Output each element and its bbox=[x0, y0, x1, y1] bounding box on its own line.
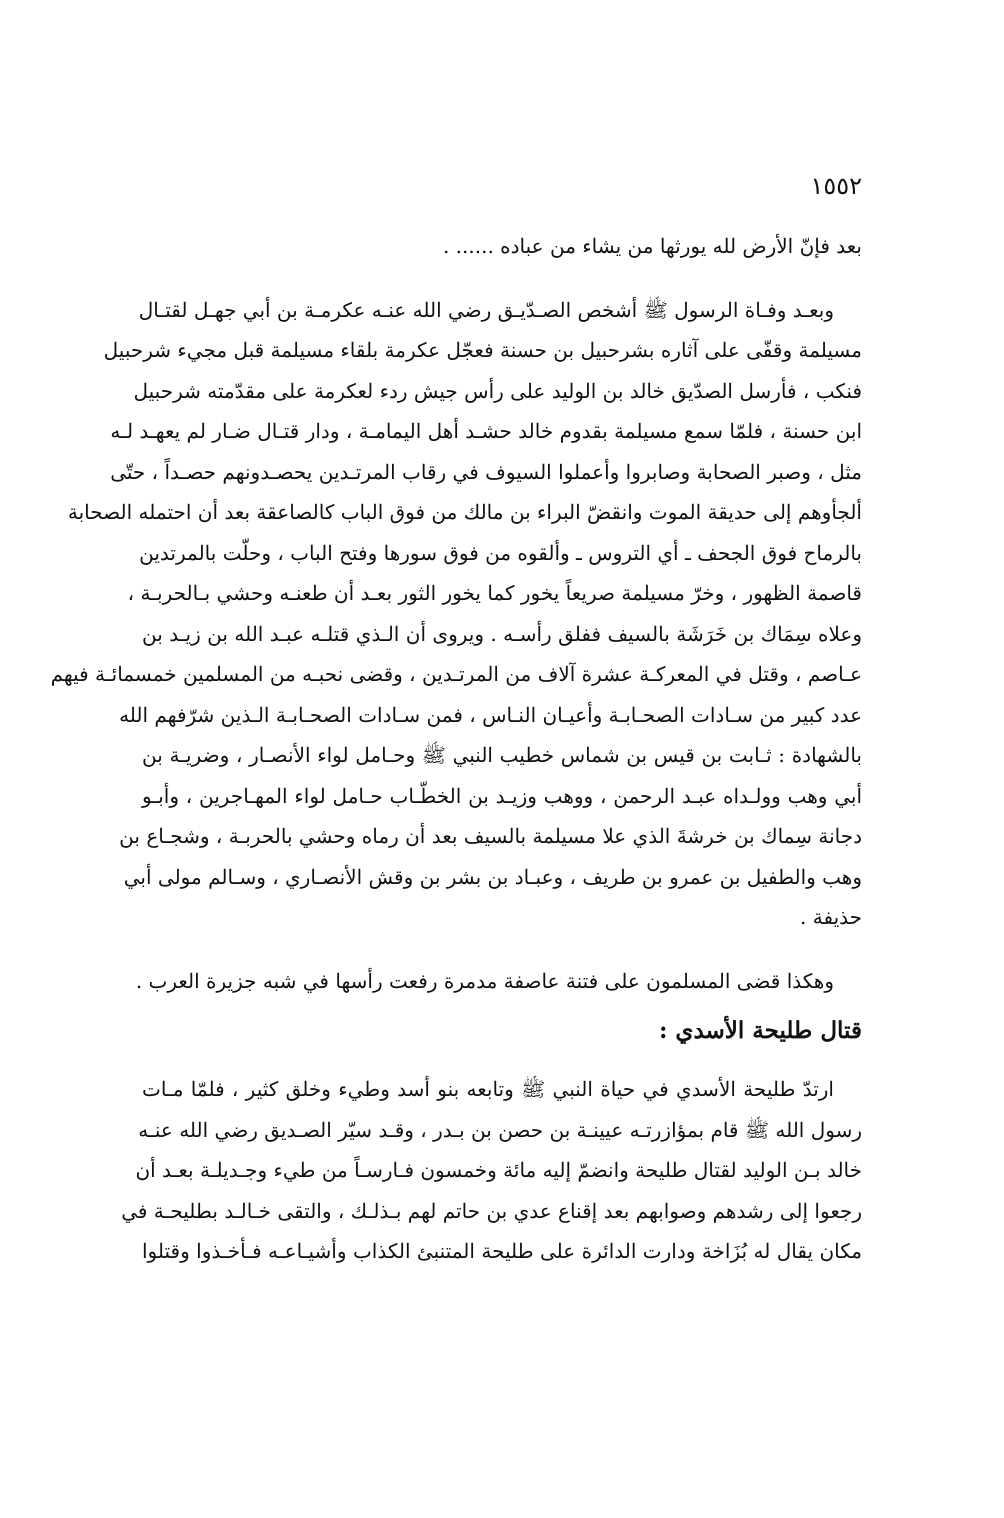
paragraph-3 bbox=[121, 1069, 862, 1272]
paragraph-line: وعلاه سِمَاك بن خَرَشَة بالسيف ففلق رأسـه . ويروى أن الـذي قتلـه عبـد الله بن زيـد بن bbox=[142, 621, 862, 646]
paragraph-2: وهكذا قضى المسلمون على فتنة عاصفة مدمرة رفعت رأسها في شبه جزيرة العرب . bbox=[135, 968, 834, 993]
paragraph-line: بالرماح فوق الجحف ـ أي التروس ـ وألقوه من فوق سورها وفتح الباب ، وحلّت بالمرتدين bbox=[139, 540, 862, 565]
section-heading: قتال طليحة الأسدي : bbox=[658, 1017, 862, 1044]
paragraph-line: أبي وهب وولـداه عبـد الرحمن ، ووهب وزيـد بن الخطّـاب حـامل لواء المهـاجرين ، وأبـو bbox=[142, 783, 862, 808]
paragraph-gap bbox=[142, 938, 862, 961]
paragraph-line: وبعـد وفـاة الرسول ﷺ أشخص الصـدّيـق رضي الله عنـه عكرمـة بن أبي جهـل لقتـال bbox=[138, 297, 834, 322]
page-number: ١٥٥٢ bbox=[810, 172, 862, 200]
paragraph-gap bbox=[142, 1001, 862, 1009]
page-body bbox=[50, 226, 862, 1272]
paragraph-line: ارتدّ طليحة الأسدي في حياة النبي ﷺ وتابعه بنو أسد وطيء وخلق كثير ، فلمّا مـات bbox=[142, 1077, 834, 1101]
paragraph-line: وهب والطفيل بن عمرو بن طريف ، وعبـاد بن بشر بن وقش الأنصـاري ، وسـالم مولى أبي bbox=[123, 864, 862, 889]
paragraph-line: عـاصم ، وقتل في المعركـة عشرة آلاف من المرتـدين ، وقضى نحبـه من المسلمين خمسمائـة فيهم bbox=[50, 662, 862, 686]
paragraph-line: فنكب ، فأرسل الصدّيق خالد بن الوليد على رأس جيش ردء لعكرمة على مقدّمته شرحبيل bbox=[133, 378, 862, 403]
paragraph-line: عدد كبير من سـادات الصحـابـة وأعيـان النـاس ، فمن سـادات الصحـابـة الـذين شرّفهم الله bbox=[119, 702, 862, 727]
paragraph-line: رجعوا إلى رشدهم وصوابهم بعد إقناع عدي بن حاتم لهم بـذلـك ، والتقى خـالـد بطليحـة في bbox=[121, 1198, 862, 1223]
paragraph-gap bbox=[142, 267, 862, 290]
paragraph-line: ابن حسنة ، فلمّا سمع مسيلمة بقدوم خالد حشـد أهل اليمامـة ، ودار قتـال ضـار لم يعهـد لـه bbox=[110, 419, 862, 443]
paragraph-line: رسول الله ﷺ قام بمؤازرتـه عيينـة بن حصن بن بـدر ، وقـد سيّر الصـديق رضي الله عنـه bbox=[138, 1117, 862, 1142]
paragraph-line: ألجأوهم إلى حديقة الموت وانقضّ البراء بن مالك من فوق الباب كالصاعقة بعد أن احتمله الصحابة bbox=[67, 500, 862, 524]
paragraph-line: مكان يقال له بُزَاخة ودارت الدائرة على طليحة المتنبئ الكذاب وأشيـاعـه فـأخـذوا وقتلوا bbox=[142, 1239, 862, 1263]
paragraph-line: مسيلمة وقفّى على آثاره بشرحبيل بن حسنة فعجّل عكرمة بلقاء مسيلمة قبل مجيء شرحبيل bbox=[103, 338, 862, 362]
paragraph-line: قاصمة الظهور ، وخرّ مسيلمة صريعاً يخور كما يخور الثور بعـد أن طعنـه وحشي بـالحربـة ، bbox=[127, 581, 862, 605]
paragraph-gap bbox=[142, 1053, 862, 1069]
paragraph-1 bbox=[50, 290, 862, 938]
paragraph-line: دجانة سِماك بن خرشةَ الذي علا مسيلمة بالسيف بعد أن رماه وحشي بالحربـة ، وشجـاع بن bbox=[119, 824, 862, 848]
paragraph-line: مثل ، وصبر الصحابة وصابروا وأعملوا السيوف في رقاب المرتـدين يحصـدونهم حصـداً ، حتّى bbox=[110, 459, 862, 484]
paragraph-line: بالشهادة : ثـابت بن قيس بن شماس خطيب النبي ﷺ وحـامل لواء الأنصـار ، وضريـة بن bbox=[142, 743, 862, 767]
intro-line: بعد فإنّ الأرض لله يورثها من يشاء من عباده ...... . bbox=[442, 234, 862, 258]
paragraph-line: خالد بـن الوليد لقتال طليحة وانضمّ إليه مائة وخمسون فـارسـاً من طيء وجـديلـة بعـد أن bbox=[135, 1158, 862, 1182]
paragraph-line: حذيفة . bbox=[800, 905, 862, 929]
